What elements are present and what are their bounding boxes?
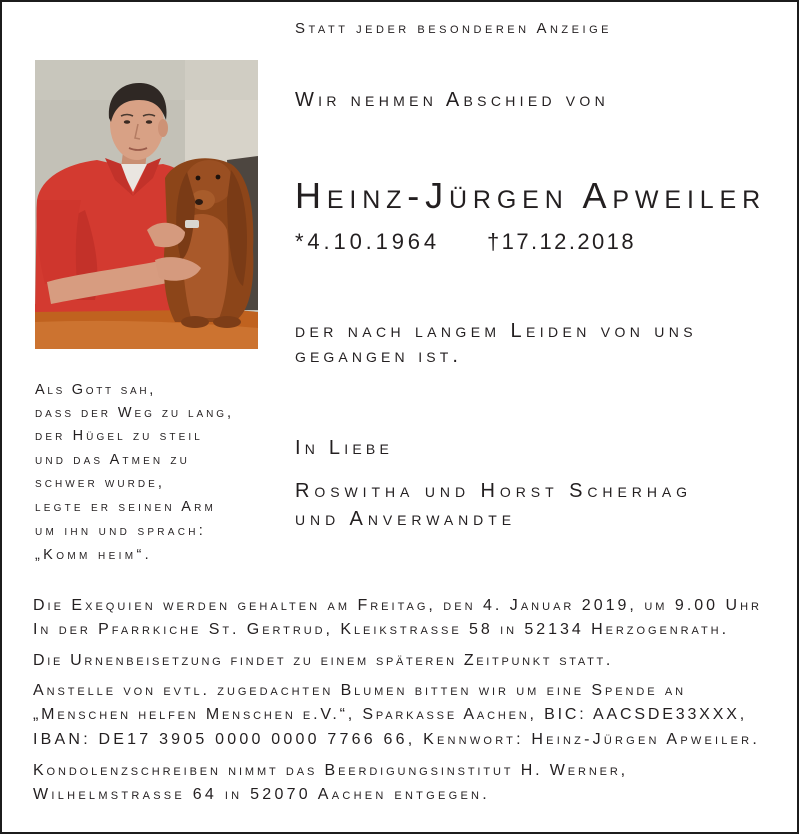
notice-header: Statt jeder besonderen Anzeige bbox=[295, 20, 612, 37]
poem-line: der Hügel zu steil bbox=[35, 428, 203, 444]
passing-line: der nach langem Leiden von uns bbox=[295, 320, 698, 342]
closing-in-love: In Liebe bbox=[295, 437, 394, 459]
poem-line: dass der Weg zu lang, bbox=[35, 405, 234, 421]
poem-line: legte er seinen Arm bbox=[35, 499, 216, 515]
detail-line: Anstelle von evtl. zugedachten Blumen bitten wir um eine Spende an bbox=[33, 682, 686, 699]
detail-line: „Menschen helfen Menschen e.V.“, Sparkasse Aachen, BIC: AACSDE33XXX, bbox=[33, 706, 747, 723]
farewell-intro: Wir nehmen Abschied von bbox=[295, 89, 609, 111]
detail-line: IBAN: DE17 3905 0000 0000 7766 66, Kennwort: Heinz-Jürgen Apweiler. bbox=[33, 731, 760, 748]
detail-line: Die Exequien werden gehalten am Freitag, den 4. Januar 2019, um 9.00 Uhr bbox=[33, 597, 762, 614]
poem-line: und das Atmen zu bbox=[35, 452, 191, 468]
poem-line: Als Gott sah, bbox=[35, 382, 157, 398]
poem-line: schwer wurde, bbox=[35, 475, 165, 491]
poem-line: „Komm heim“. bbox=[35, 547, 153, 563]
deceased-name: Heinz-Jürgen Apweiler bbox=[295, 175, 766, 216]
mourner-line: Roswitha und Horst Scherhag bbox=[295, 480, 692, 502]
portrait-photo bbox=[35, 60, 258, 349]
death-date: †17.12.2018 bbox=[487, 229, 636, 254]
detail-line: Wilhelmstrasse 64 in 52070 Aachen entgegen. bbox=[33, 786, 490, 803]
detail-line: Kondolenzschreiben nimmt das Beerdigungsinstitut H. Werner, bbox=[33, 762, 629, 779]
detail-line: In der Pfarrkiche St. Gertrud, Kleikstrasse 58 in 52134 Herzogenrath. bbox=[33, 621, 729, 638]
poem-line: um ihn und sprach: bbox=[35, 523, 206, 539]
mourner-line: und Anverwandte bbox=[295, 508, 516, 530]
passing-line: gegangen ist. bbox=[295, 345, 463, 367]
birth-date: *4.10.1964 bbox=[295, 229, 440, 254]
detail-line: Die Urnenbeisetzung findet zu einem späteren Zeitpunkt statt. bbox=[33, 652, 613, 669]
